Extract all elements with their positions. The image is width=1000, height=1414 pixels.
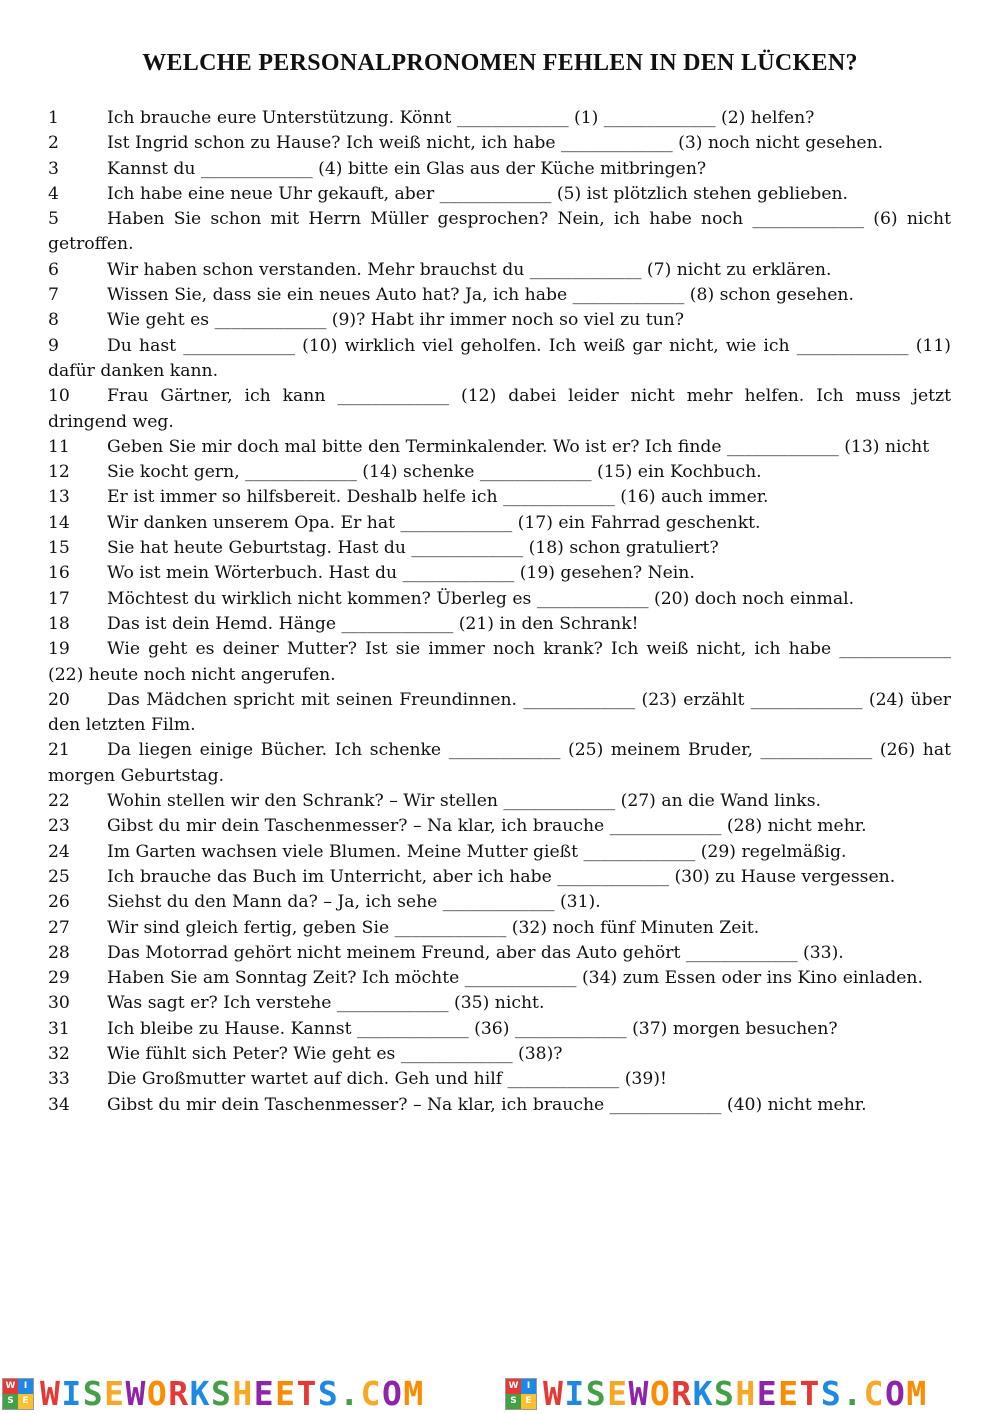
item-text: Ist Ingrid schon zu Hause? Ich weiß nicht, ich habe _____________ (3) noch nicht gesehen. xyxy=(107,133,884,154)
item-text: Frau Gärtner, ich kann _____________ (12) dabei leider nicht mehr helfen. Ich muss jetzt dringend weg. xyxy=(48,386,951,432)
item-number: 24 xyxy=(48,841,70,862)
exercise-item xyxy=(48,207,951,258)
item-number: 4 xyxy=(48,183,59,204)
exercise-item xyxy=(48,637,951,688)
exercise-item xyxy=(48,916,951,941)
exercise-item xyxy=(48,384,951,435)
item-text: Haben Sie am Sonntag Zeit? Ich möchte _____________ (34) zum Essen oder ins Kino einladen. xyxy=(107,968,923,989)
item-text: Wo ist mein Wörterbuch. Hast du _____________ (19) gesehen? Nein. xyxy=(107,563,695,584)
item-number: 17 xyxy=(48,588,70,609)
item-text: Das ist dein Hemd. Hänge _____________ (21) in den Schrank! xyxy=(107,613,639,634)
item-text: Wir haben schon verstanden. Mehr brauchst du _____________ (7) nicht zu erklären. xyxy=(107,259,832,280)
exercise-item xyxy=(48,865,951,890)
item-text: Geben Sie mir doch mal bitte den Terminkalender. Wo ist er? Ich finde _____________ (13) nicht xyxy=(107,436,930,457)
item-text: Sie hat heute Geburtstag. Hast du _____________ (18) schon gratuliert? xyxy=(107,538,719,559)
exercise-item xyxy=(48,688,951,739)
exercise-item xyxy=(48,738,951,789)
item-number: 1 xyxy=(48,108,59,128)
exercise-item xyxy=(48,511,951,536)
exercise-item xyxy=(48,991,951,1016)
exercise-item xyxy=(48,182,951,207)
exercise-item xyxy=(48,612,951,637)
brand-logo-icon: W I S E xyxy=(505,1378,537,1410)
item-text: Ich brauche das Buch im Unterricht, aber ich habe _____________ (30) zu Hause vergessen. xyxy=(107,866,896,887)
worksheet-title: WELCHE PERSONALPRONOMEN FEHLEN IN DEN LÜCKEN? xyxy=(142,50,858,76)
item-number: 9 xyxy=(48,335,59,356)
item-number: 29 xyxy=(48,968,70,989)
item-text: Sie kocht gern, _____________ (14) schenke _____________ (15) ein Kochbuch. xyxy=(107,462,762,483)
item-number: 23 xyxy=(48,816,70,837)
exercise-item xyxy=(48,561,951,586)
brand-text: WISEWORKSHEETS.COM xyxy=(543,1374,928,1413)
item-number: 21 xyxy=(48,740,70,761)
item-number: 15 xyxy=(48,538,70,559)
brand-watermark xyxy=(2,1374,425,1413)
exercise-item xyxy=(48,966,951,991)
item-number: 7 xyxy=(48,285,59,306)
item-number: 34 xyxy=(48,1094,70,1115)
item-text: Ich habe eine neue Uhr gekauft, aber _____________ (5) ist plötzlich stehen geblieben. xyxy=(107,183,849,204)
exercise-item xyxy=(48,485,951,510)
item-text: Kannst du _____________ (4) bitte ein Glas aus der Küche mitbringen? xyxy=(107,158,707,179)
item-text: Ich brauche eure Unterstützung. Könnt _____________ (1) _____________ (2) helfen? xyxy=(107,108,815,128)
item-number: 14 xyxy=(48,512,70,533)
item-number: 19 xyxy=(48,639,70,660)
item-text: Das Mädchen spricht mit seinen Freundinnen. _____________ (23) erzählt _____________ (24) über den letzten Film. xyxy=(48,689,951,736)
item-number: 26 xyxy=(48,892,70,913)
item-text: Das Motorrad gehört nicht meinem Freund, aber das Auto gehört _____________ (33). xyxy=(107,942,844,963)
item-text: Wie geht es _____________ (9)? Habt ihr immer noch so viel zu tun? xyxy=(107,310,684,331)
brand-watermark xyxy=(505,1374,928,1413)
item-text: Wohin stellen wir den Schrank? – Wir stellen _____________ (27) an die Wand links. xyxy=(107,791,821,812)
exercise-item xyxy=(48,283,951,308)
item-number: 16 xyxy=(48,563,70,584)
exercise-item xyxy=(48,941,951,966)
item-text: Wir danken unserem Opa. Er hat _____________ (17) ein Fahrrad geschenkt. xyxy=(107,512,761,533)
exercise-item xyxy=(48,308,951,333)
item-text: Du hast _____________ (10) wirklich viel geholfen. Ich weiß gar nicht, wie ich _____________ (11) dafür danken kann. xyxy=(48,335,951,381)
item-text: Möchtest du wirklich nicht kommen? Überleg es _____________ (20) doch noch einmal. xyxy=(107,588,855,609)
item-number: 28 xyxy=(48,942,70,963)
item-number: 32 xyxy=(48,1043,70,1064)
exercise-list xyxy=(48,106,951,1118)
item-text: Was sagt er? Ich verstehe _____________ (35) nicht. xyxy=(107,993,545,1014)
exercise-item xyxy=(48,131,951,156)
exercise-item xyxy=(48,536,951,561)
item-number: 5 xyxy=(48,209,59,230)
exercise-item xyxy=(48,334,951,385)
exercise-item xyxy=(48,587,951,612)
item-number: 2 xyxy=(48,133,59,154)
item-number: 18 xyxy=(48,613,70,634)
exercise-item xyxy=(48,1093,951,1118)
item-text: Siehst du den Mann da? – Ja, ich sehe _____________ (31). xyxy=(107,892,601,913)
item-text: Im Garten wachsen viele Blumen. Meine Mutter gießt _____________ (29) regelmäßig. xyxy=(107,841,847,862)
item-text: Gibst du mir dein Taschenmesser? – Na klar, ich brauche _____________ (40) nicht mehr. xyxy=(107,1094,867,1115)
exercise-item xyxy=(48,106,951,131)
exercise-item xyxy=(48,1017,951,1042)
item-text: Wie fühlt sich Peter? Wie geht es _____________ (38)? xyxy=(107,1043,563,1064)
exercise-item xyxy=(48,1042,951,1067)
brand-text: WISEWORKSHEETS.COM xyxy=(40,1374,425,1413)
exercise-item xyxy=(48,157,951,182)
item-number: 11 xyxy=(48,436,70,457)
item-text: Die Großmutter wartet auf dich. Geh und hilf _____________ (39)! xyxy=(107,1069,667,1090)
item-number: 10 xyxy=(48,386,70,407)
item-number: 22 xyxy=(48,791,70,812)
exercise-item xyxy=(48,840,951,865)
exercise-item xyxy=(48,460,951,485)
item-number: 12 xyxy=(48,462,70,483)
item-number: 25 xyxy=(48,866,70,887)
item-text: Wissen Sie, dass sie ein neues Auto hat? Ja, ich habe _____________ (8) schon gesehen. xyxy=(107,285,854,306)
item-text: Er ist immer so hilfsbereit. Deshalb helfe ich _____________ (16) auch immer. xyxy=(107,487,769,508)
item-number: 13 xyxy=(48,487,70,508)
item-number: 3 xyxy=(48,158,59,179)
item-number: 6 xyxy=(48,259,59,280)
item-text: Gibst du mir dein Taschenmesser? – Na klar, ich brauche _____________ (28) nicht mehr. xyxy=(107,816,867,837)
item-number: 27 xyxy=(48,917,70,938)
exercise-item xyxy=(48,814,951,839)
exercise-item xyxy=(48,258,951,283)
footer-watermark xyxy=(0,1374,1000,1414)
brand-logo-icon: W I S E xyxy=(2,1378,34,1410)
exercise-item xyxy=(48,435,951,460)
exercise-item xyxy=(48,789,951,814)
exercise-item xyxy=(48,890,951,915)
item-text: Ich bleibe zu Hause. Kannst _____________ (36) _____________ (37) morgen besuchen? xyxy=(107,1018,838,1039)
item-number: 20 xyxy=(48,689,70,710)
item-number: 31 xyxy=(48,1018,70,1039)
item-number: 33 xyxy=(48,1069,70,1090)
item-text: Da liegen einige Bücher. Ich schenke _____________ (25) meinem Bruder, _____________ (26) hat morgen Geburtstag. xyxy=(48,740,951,786)
item-number: 8 xyxy=(48,310,59,331)
item-number: 30 xyxy=(48,993,70,1014)
item-text: Wir sind gleich fertig, geben Sie _____________ (32) noch fünf Minuten Zeit. xyxy=(107,917,760,938)
exercise-item xyxy=(48,1067,951,1092)
item-text: Wie geht es deiner Mutter? Ist sie immer noch krank? Ich weiß nicht, ich habe _____________ (22) heute noch nicht angerufen. xyxy=(48,639,951,685)
item-text: Haben Sie schon mit Herrn Müller gesprochen? Nein, ich habe noch _____________ (6) nicht getroffen. xyxy=(48,209,951,255)
